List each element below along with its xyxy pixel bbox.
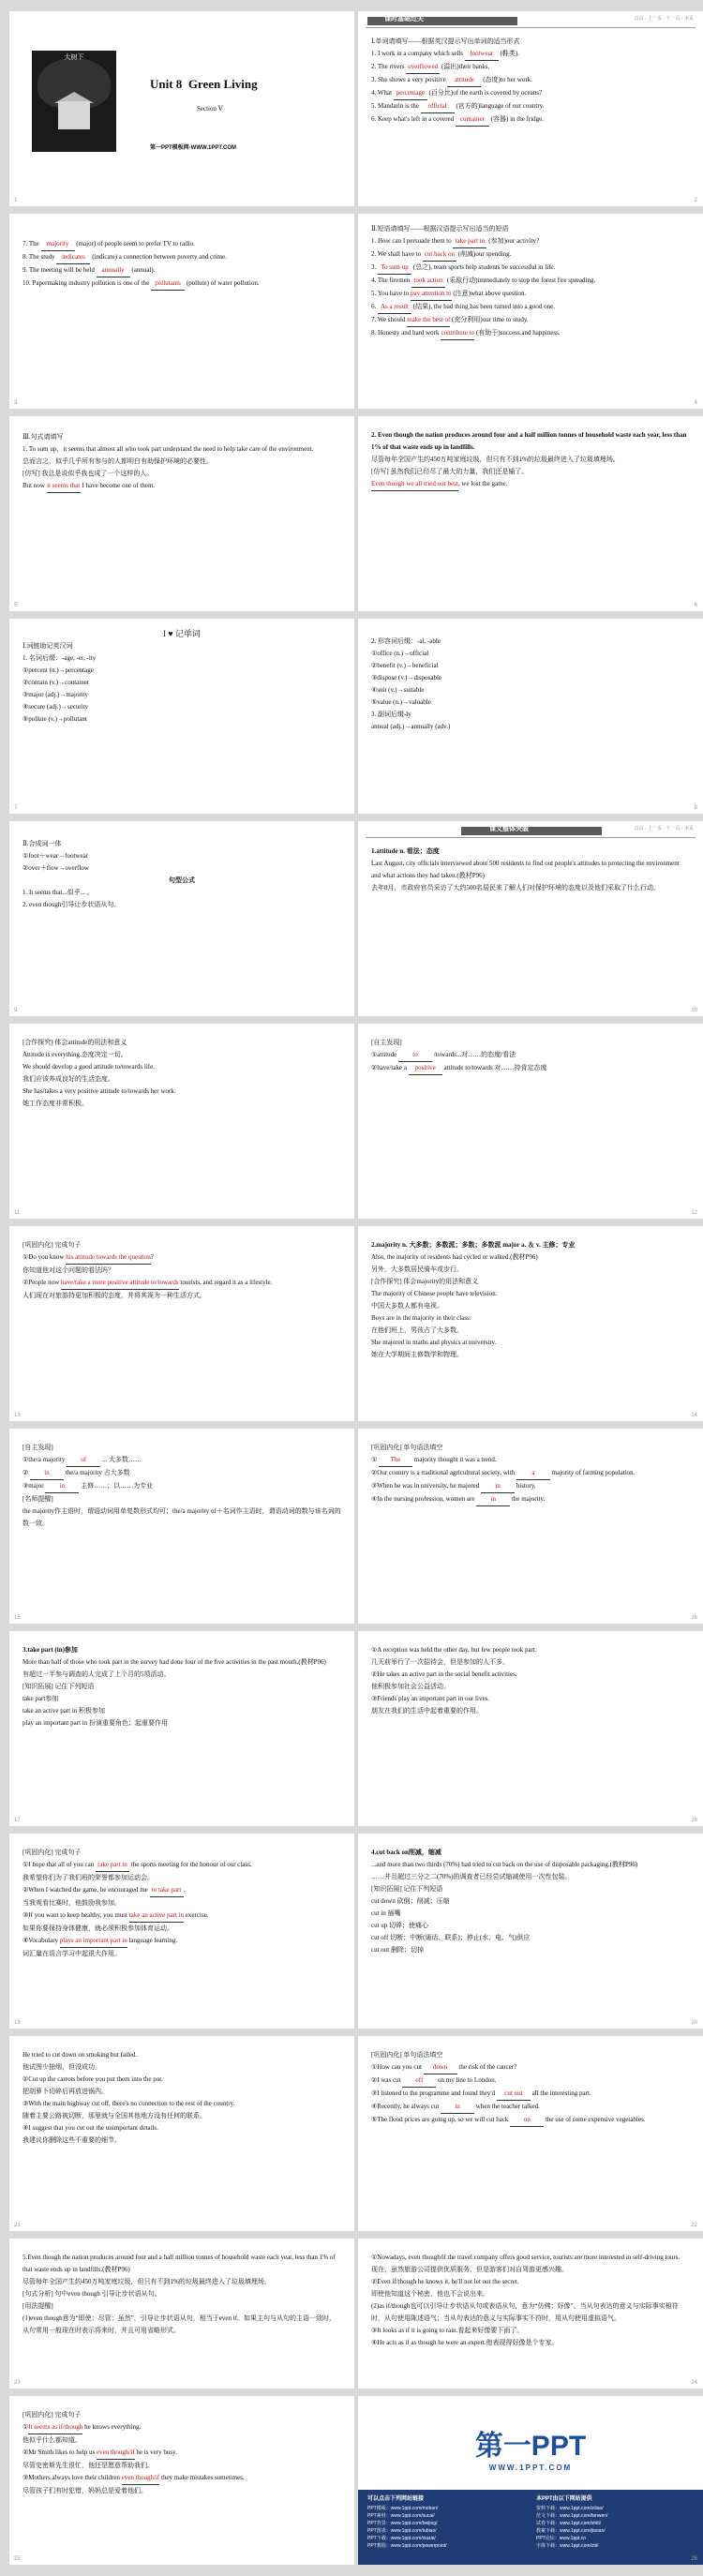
text-line: 3. 副词后缀-ly — [371, 711, 411, 718]
text-line: 有超过一半参与调查的人完成了上个月的5项活动。 — [22, 1670, 171, 1678]
text-line: (2)as if/though也可以引导让步状语从句或表语从句，意为“仿佛；好像”。当从句表达的意义与实际事实相符时，从句使用陈述语气；当从句表达的意义与实际事实不符时，用从句使用虚拟语气。 — [371, 2302, 679, 2322]
text-line: cut down 砍倒；削减；压缩 — [371, 1897, 450, 1905]
exercise-line: 2. We shall have to cut back on (削减)our spending. — [371, 248, 690, 262]
slide-compound-words: Ⅱ.合成词一体 ①foot＋wear→footwear ②over＋flow→overflow 句型公式 1. It seems that...似乎... 。 2. even though引导让步状语从句。 9 — [9, 821, 354, 1016]
slide-even-though-practice: [巩固内化] 完成句子 ①It seems as if/though he knows everything. 他似乎什么都知道。 ②Mr Smith likes to help us even though/if he is very busy. 尽管史密斯先生很忙，他还是愿意帮助我们。 ③Mothers always love their children even though/if they make mistakes sometimes. 尽管孩子们有时犯错，妈妈总是爱着他们。 25 — [9, 2396, 354, 2565]
link-panel: 可以点击下列网站链接 本PPT由以下网站提供 PPT模板：www.1ppt.com/moban/ PPT素材：www.1ppt.com/sucai/ PPT背景：www.1ppt.com/beijing/ PPT图表：www.1ppt.com/tubiao/ PPT下载：www.1ppt.com/xiazai/ PPT教程：www.1ppt.com/powerpoint/ 资料下载：www.1ppt.com/ziliao/ 范文下载：www.1ppt.com/fanwen/ 试卷下载：www.1ppt.com/shiti/ 教案下载：www.1ppt.com/jiaoan/ PPT论坛：www.1ppt.cn 字体下载：www.1ppt.com/ziti/ — [358, 2490, 703, 2565]
exercise-line: 8. The study indicates (indicate) a connection between poverty and crime. — [22, 251, 341, 264]
answer-blank[interactable]: As a result — [378, 301, 411, 314]
slide-even-though-examples: ①Nowadays, even though/if the travel company offers good service, tourists are more interested in self-driving tours. 现在，虽然旅游公司提供优质服务，但是游客们对自驾游更感兴趣。 ②Even if/though he knows it, he'll not let out the secret. 即使他知道这个秘密，他也不会说出来。 (2)as if/though也可以引导让步状语从句或表语从句，意为“仿佛；好像”。当从句表达的意义与实际事实相符时，从句使用陈述语气；当从句表达的意义与实际事实不符时，用从句使用虚拟语气。 ③It looks as if it is going to rain.看起来好像要下雨了。 ④He acts as if as though he were an expert.他表现得好像是个专家。 24 — [358, 2239, 703, 2389]
text-line: take part参加 — [22, 1695, 59, 1702]
unit-title: Unit 8 Green Living — [150, 77, 258, 91]
text-line: 1. 名词后缀：-age, -er, -ity — [22, 654, 97, 662]
answer-blank[interactable]: percentage — [394, 87, 427, 100]
exercise-line: 3. To sum up (总之), team sports help students be successful in life. — [371, 262, 690, 275]
text-line: PPT背景：www.1ppt.com/beijing/ — [367, 2521, 438, 2526]
exercise-line: 2. The rivers overflowed (溢出)their banks. — [371, 61, 690, 74]
text-line: ④I suggest that you cut out the unimportant details. — [22, 2124, 158, 2132]
text-line: Also, the majority of residents had cycled or walked.(教材P96) — [371, 1253, 538, 1261]
slide-vocab-suffix: 2. 形容词后缀：-al, -able ①office (n.)→official ②benefit (v.)→beneficial ③dispose (v.)→disposable ④suit (v.)→suitable ⑤value (n.)→valuable 3. 副词后缀-ly annual (adj.)→annually (adv.) 8 — [358, 619, 703, 814]
text-line: Attitude is everything.态度决定一切。 — [22, 1051, 127, 1058]
slide-take-part: 3.take part (in)参加 More than half of those who took part in the survey had done four of the five activities in the past month.(教材P96) 有超过一半参与调查的人完成了上个月的5项活动。 [知识拓展] 记住下列短语 take part参加 take an active part in 积极参加 play an important part in 扮演重要角色；起重要作用 17 — [9, 1631, 354, 1826]
text-line: 在他们班上，男孩占了大多数。 — [371, 1326, 463, 1334]
text-line: PPT素材：www.1ppt.com/sucai/ — [367, 2513, 435, 2519]
answer-blank[interactable]: indicates — [56, 251, 90, 264]
text-line: ④secure (adj.)→security — [22, 703, 89, 711]
text-line: 他积极参加社会公益活动。 — [371, 1683, 450, 1690]
answer-blank[interactable]: pollutants — [151, 277, 185, 291]
text-line: PPT模板：www.1ppt.com/moban/ — [367, 2506, 439, 2511]
slide-take-part-practice: [巩固内化] 完成句子 ①I hope that all of you can take part in the sports meeting for the honour of our class. 我希望你们为了我们班的荣誉都参加运动会。 ②When I watched the game, he encouraged me to take part . 当我观看比赛时，他鼓励我参加。 ③If you want to keep healthy, you must take an active part in exercise. 如果你要保持身体健康，就必须积极参加体育运动。 ④Vocabulary plays an important part in language learning. 词汇量在语言学习中起很大作用。 19 — [9, 1834, 354, 2029]
text-line: 他试图少抽烟，但没成功。 — [22, 2063, 101, 2071]
text-line: PPT论坛：www.1ppt.cn — [536, 2536, 587, 2541]
exercise-line: 6. As a result (结果), the bad thing has been turned into a good one. — [371, 301, 690, 314]
text-line: 朋友在我们的生活中起着重要的作用。 — [371, 1707, 483, 1715]
text-line: ②He takes an active part in the social benefit activities. — [371, 1670, 517, 1678]
text-line: 几天前举行了一次招待会，但是参加的人不多。 — [371, 1658, 509, 1666]
text-line: More than half of those who took part in the survey had done four of the five activities in the past month.(教材P96) — [22, 1658, 326, 1666]
slide-cover — [9, 11, 354, 206]
text-line: cut off 切断；中断(通话、联系)；停止(水、电、气)供应 — [371, 1934, 531, 1941]
text-line: 另外，大多数居民骑车或步行。 — [371, 1266, 463, 1273]
exercise-line: 4. What percentage (百分比)of the earth is covered by oceans? — [371, 87, 690, 100]
text-line: ③It looks as if it is going to rain.看起来好像要下雨了。 — [371, 2327, 524, 2334]
text-line: 随着主要公路被切断，那里就与全国其他地方没有任何的联系。 — [22, 2112, 206, 2119]
text-line: ④suit (v.)→suitable — [371, 686, 425, 694]
exercise-line: 6. Keep what's left in a covered container (容器) in the fridge. — [371, 113, 690, 127]
header-title: 课时基础过关 — [384, 16, 424, 22]
text-line: ②contain (v.)→container — [22, 679, 90, 686]
text-line: 中国大多数人都有电视。 — [371, 1302, 443, 1310]
text-line: PPT图表：www.1ppt.com/tubiao/ — [367, 2528, 437, 2534]
slide-word-fill-cont: 7. The majority (major) of people seem to prefer TV to radio. 8. The study indicates (indicate) a connection between poverty and crime. 9. The meeting will be held annually (annual). 10. Papermaking industry pollution is one of the pollutants (pollute) of water pollution. 3 — [9, 214, 354, 409]
text-line: cut in 插嘴 — [371, 1910, 401, 1917]
text-line: ①office (n.)→official — [371, 650, 429, 657]
nav-links[interactable]: 首页 · 上一页 · 下一页 · 末页 — [634, 16, 694, 22]
text-line: ②benefit (v.)→beneficial — [371, 662, 439, 669]
answer-blank[interactable]: container — [456, 113, 489, 127]
text-line: 字体下载：www.1ppt.com/ziti/ — [536, 2543, 599, 2549]
text-line: 现在，虽然旅游公司提供优质服务，但是游客们对自驾游更感兴趣。 — [371, 2266, 568, 2273]
text-line: cut up 切碎；使痛心 — [371, 1922, 429, 1929]
text-line: play an important part in 扮演重要角色；起重要作用 — [22, 1719, 168, 1727]
answer-blank[interactable]: pay attention to — [411, 288, 452, 301]
slide-vocab-memory: I ♥ 记单词 Ⅰ.词链助记英汉词 1. 名词后缀：-age, -er, -ity ①percent (n.)→percentage ②contain (v.)→container ③major (adj.)→majority ④secure (adj.)→security ⑤pollute (v.)→pollutant 7 — [9, 619, 354, 814]
exercise-line: 3. She shows a very positive attitude (态度)to her work. — [371, 74, 690, 87]
slide-majority: 2.majority n. 大多数；多数派；多数；多数派 major a. ＆ v. 主修；专业 Also, the majority of residents had cycled or walked.(教材P96) 另外，大多数居民骑车或步行。 [合作探究] 体会majority的用法和意义 The majority of Chinese people have television. 中国大多数人都有电视。 Boys are in the majority in their class. 在他们班上，男孩占了大多数。 She majored in maths and physics at university. 她在大学期间主修数学和物理。 14 — [358, 1226, 703, 1421]
text-line: [知识拓展] 记住下列短语 — [22, 1683, 95, 1690]
answer-blank[interactable]: attitude — [447, 74, 481, 87]
text-line: ……并且超过三分之二(70%)的调查者已经尝试缩减使用一次性包装。 — [371, 1873, 572, 1880]
text-line: [用法提醒] — [22, 2302, 53, 2310]
slide-brand: 第一PPT WWW.1PPT.COM 可以点击下列网站链接 本PPT由以下网站提供 PPT模板：www.1ppt.com/moban/ PPT素材：www.1ppt.com/sucai/ PPT背景：www.1ppt.com/beijing/ PPT图表：www.1ppt.com/tubiao/ PPT下载：www.1ppt.com/xiazai/ PPT教程：www.1ppt.com/powerpoint/ 资料下载：www.1ppt.com/ziliao/ 范文下载：www.1ppt.com/fanwen/ 试卷下载：www.1ppt.com/shiti/ 教案下载：www.1ppt.com/jiaoan/ PPT论坛：www.1ppt.cn 字体下载：www.1ppt.com/ziti/ 26 — [358, 2396, 703, 2565]
text-line: 她在大学期间主修数学和物理。 — [371, 1351, 463, 1358]
slide-cut-back-on: 4.cut back on削减，缩减 ...and more than two thirds (70%) had tried to cut back on the use of disposable packaging.(教材P96) ……并且超过三分之二(70%)的调查者已经尝试缩减使用一次性包装。 [知识拓展] 记住下列短语 cut down 砍倒；削减；压缩 cut in 插嘴 cut up 切碎；使痛心 cut off 切断；中断(通话、联系)；停止(水、电、气)供应 cut out 删除；切掉 20 — [358, 1834, 703, 2029]
text-line: cut out 删除；切掉 — [371, 1946, 424, 1954]
text-line: The majority of Chinese people have television. — [371, 1290, 498, 1297]
exercise-line: 7. The majority (major) of people seem to prefer TV to radio. — [22, 238, 341, 251]
slide-attitude: 课文整体突破 首页 · 上一页 · 下一页 · 末页 1.attitude n. 看法；态度 Last August, city officials interviewed about 500 residents to find out people's attitudes to protecting the environment and what actions they had taken.(教材P96) 去年8月，市政府官员采访了大约500名居民来了解人们对保护环境的态度以及他们采取了什么行动。 10 — [358, 821, 703, 1016]
text-line: [句式分析] 句中even though 引导让步状语从句。 — [22, 2290, 161, 2298]
exercise-line: 7. We should make the best of (充分利用)our time to study. — [371, 314, 690, 327]
slide-even-though: 5.Even though the nation produces around four and a half million tonnes of household waste each year, less than 1% of that waste ends up in landfills.(教材P96) 尽管每年全国产生约450万吨家庭垃圾，但只有不到1%的垃圾最终进入了垃圾填埋场。 [句式分析] 句中even though 引导让步状语从句。 [用法提醒] (1)even though意为“即使；尽管；虽然”，引导让步状语从句，相当于even if。如果主句与从句的主语一致时，从句常用一般现在时表示将来时，并且可用省略形式。 23 — [9, 2239, 354, 2389]
text-line: ⑤pollute (v.)→pollutant — [22, 715, 87, 723]
slide-attitude-explore: [合作探究] 体会attitude的用法和意义 Attitude is everything.态度决定一切。 We should develop a good attitude to/towards life. 我们应该养成良好的生活态度。 She has/takes a very positive attitude to/towards her work. 她工作态度非常积极。 11 — [9, 1024, 354, 1219]
text-line: ...and more than two thirds (70%) had tried to cut back on the use of disposable packaging.(教材P96) — [371, 1861, 638, 1868]
answer-blank[interactable]: make the best of — [407, 314, 450, 327]
slide-attitude-discover: [自主发现] ①attitude to /towards...对……的态度/看法 ②have/take a positive attitude to/towards 对……持肯定态度 12 — [358, 1024, 703, 1219]
slide-sentence-fill: Ⅲ.句式请填写 1. To sum up，it seems that almost all who took part understand the need to help take care of the environment. 总而言之，似乎几乎所有参与的人都明白有助保护环境的必要性。 [仿写] 我总是说似乎我也成了一个这样的人。 But now it seems that I have become one of them. 5 — [9, 416, 354, 611]
text-line: She majored in maths and physics at university. — [371, 1339, 497, 1346]
brand-logo: 第一PPT WWW.1PPT.COM — [474, 2431, 587, 2472]
text-line: 她工作态度非常积极。 — [22, 1100, 88, 1107]
text-line: ①percent (n.)→percentage — [22, 666, 94, 674]
cover-tree-image: 大树下 — [32, 51, 116, 152]
text-line: 即使他知道这个秘密，他也不会说出来。 — [371, 2290, 489, 2298]
slide-word-fill: 课时基础过关 首页 · 上一页 · 下一页 · 末页 Ⅰ.单词请填写——根据英汉提示写出单词的适当形式 1. I work in a company which sells footwear (鞋类). 2. The rivers overflowed (溢出)their banks. 3. She shows a very positive attitude (态度)to her work. 4. What percentage (百分比)of the earth is covered by oceans? 5. Mandarin is the official (官方的)language of our country. 6. Keep what's left in a covered container (容器) in the fridge. 2 — [358, 11, 703, 206]
slide-majority-practice: [巩固内化] 单句语法填空 ① The majority thought it was a trend. ②Our country is a traditional agricultural society, with a majority of farming population. ③When he was in university, he majored in history. ④In the nursing profession, women are in the majority. 16 — [358, 1429, 703, 1624]
answer-blank[interactable]: overflowed — [406, 61, 440, 74]
text-line: 2. 形容词后缀：-al, -able — [371, 637, 441, 645]
site-label: 第一PPT模板网-WWW.1PPT.COM — [150, 145, 236, 151]
text-line: 试卷下载：www.1ppt.com/shiti/ — [536, 2521, 602, 2526]
answer-blank[interactable]: contribute to — [441, 327, 474, 340]
text-line: take an active part in 积极参加 — [22, 1707, 106, 1715]
exercise-line: 5. You have to pay attention to (注意)what above question. — [371, 288, 690, 301]
text-line: ③With the main highway cut off, there's no connection to the rest of the country. — [22, 2100, 235, 2107]
text-line: ①Nowadays, even though/if the travel company offers good service, tourists are more interested in self-driving tours. — [371, 2254, 681, 2261]
exercise-line: 1. How can I persuade them to take part in (参加)our activity? — [371, 235, 690, 248]
slide-attitude-practice: [巩固内化] 完成句子 ①Do you know his attitude towards the question? 你知道他对这个问题的看法吗？ ②People now have/take a more positive attitude to/towards tourists, and regard it as a lifestyle. 人们现在对旅游持更加积极的态度，并将其视为一种生活方式。 13 — [9, 1226, 354, 1421]
text-line: 我们应该养成良好的生活态度。 — [22, 1075, 114, 1083]
slide-majority-discover: [自主发现] ①the/a majority of ... 大多数…… ② in the/a majority 占大多数 ③major in 主修……；以……为专业 [名师提醒] the majority作主语时，谓语动词用单复数形式均可；the/a majority of＋名词作主语时，谓语动词的数与该名词的数一致。 15 — [9, 1429, 354, 1624]
slide-phrase-fill: Ⅱ.短语请填写——根据汉语提示写出适当的短语 1. How can I persuade them to take part in (参加)our activity? 2. We shall have to cut back on (削减)our spending. 3. To sum up (总之), team sports help students be successful in life. 4. The firemen took action (采取行动)immediately to stop the forest fire spreading. 5. You have to pay attention to (注意)what above question. 6. As a result (结果), the bad thing has been turned into a good one. 7. We should make the best of (充分利用)our time to study. 8. Honesty and hard work contribute to (有助于)success and happiness. 4 — [358, 214, 703, 409]
text-line: ③major (adj.)→majority — [22, 691, 89, 698]
slide-cut-examples: He tried to cut down on smoking but failed. 他试图少抽烟，但没成功。 ②Cut up the carrots before you put them into the pot. 把胡萝卜切碎后再放进锅内。 ③With the main highway cut off, there's no connection to the rest of the country. 随着主要公路被切断，那里就与全国其他地方没有任何的联系。 ④I suggest that you cut out the unimportant details. 我建议你删除这些不重要的细节。 21 — [9, 2036, 354, 2231]
text-line: 5.Even though the nation produces around four and a half million tonnes of household waste each year, less than 1% of that waste ends up in landfills.(教材P96) — [22, 2254, 336, 2273]
text-line: 尽管每年全国产生约450万吨家庭垃圾，但只有不到1%的垃圾最终进入了垃圾填埋场。 — [22, 2278, 271, 2285]
exercise-line: 4. The firemen took action (采取行动)immediately to stop the forest fire spreading. — [371, 275, 690, 288]
text-line: Boys are in the majority in their class. — [371, 1314, 471, 1322]
heart-icon: I ♥ — [163, 629, 173, 638]
slide-sentence-fill-2: 2. Even though the nation produces around four and a half million tonnes of household waste each year, less than 1% of that waste ends up in landfills. 尽管每年全国产生约450万吨家庭垃圾，但只有不到1%的垃圾最终进入了垃圾填埋场。 [仿写] 虽然我们已经尽了最大的力量，我们还是输了。 Even though we all tried our best, we lost the game. 6 — [358, 416, 703, 611]
section-heading: Ⅰ.单词请填写——根据英汉提示写出单词的适当形式 — [371, 37, 520, 45]
answer-blank[interactable]: annually — [97, 264, 130, 277]
slide-cut-practice: [巩固内化] 单句语法填空 ①How can you cut down the risk of the cancer? ②I was cut off on my line to London. ③I listened to the programme and found they'd cut out all the interesting part. ④Recently, he always cut in when the teacher talked. ⑤The flood prices are going up, so we will cut back on the use of some expensive vegetables. 22 — [358, 2036, 703, 2231]
text-line: He tried to cut down on smoking but failed. — [22, 2051, 138, 2059]
text-line: ①A reception was held the other day, but few people took part. — [371, 1646, 537, 1654]
text-line: ③dispose (v.)→disposable — [371, 674, 442, 681]
section-heading: Ⅱ.短语请填写——根据汉语提示写出适当的短语 — [371, 225, 509, 232]
slide-take-part-examples: ①A reception was held the other day, but few people took part. 几天前举行了一次招待会，但是参加的人不多。 ②He takes an active part in the social benefit activities. 他积极参加社会公益活动。 ③Friends play an important part in our lives. 朋友在我们的生活中起着重要的作用。 18 — [358, 1631, 703, 1826]
answer-blank[interactable]: footwear — [465, 48, 499, 61]
exercise-line: 5. Mandarin is the official (官方的)language of our country. — [371, 100, 690, 113]
answer-blank[interactable]: majority — [41, 238, 75, 251]
answer-blank[interactable]: To sum up — [378, 262, 411, 275]
exercise-line: 1. I work in a company which sells footwear (鞋类). — [371, 48, 690, 61]
text-line: 资料下载：www.1ppt.com/ziliao/ — [536, 2506, 604, 2511]
text-line: ③Friends play an important part in our lives. — [371, 1695, 490, 1702]
text-line: 范文下载：www.1ppt.com/fanwen/ — [536, 2513, 608, 2519]
exercise-line: 10. Papermaking industry pollution is one of the pollutants (pollute) of water pollution. — [22, 277, 341, 291]
text-line: [知识拓展] 记住下列短语 — [371, 1885, 443, 1893]
text-line: [合作探究] 体会majority的用法和意义 — [371, 1278, 479, 1285]
text-line: 教案下载：www.1ppt.com/jiaoan/ — [536, 2528, 606, 2534]
text-line: PPT教程：www.1ppt.com/powerpoint/ — [367, 2543, 447, 2549]
text-line: ②Cut up the carrots before you put them into the pot. — [22, 2075, 163, 2083]
text-line: 我建议你删除这些不重要的细节。 — [22, 2136, 121, 2144]
answer-blank[interactable]: take part in — [453, 235, 486, 248]
section-label: Section Ⅴ — [197, 105, 223, 112]
answer-blank[interactable]: cut back on — [423, 248, 456, 262]
text-line: annual (adj.)→annually (adv.) — [371, 723, 451, 730]
text-line: ②Even if/though he knows it, he'll not let out the secret. — [371, 2278, 519, 2285]
text-line: (1)even though意为“即使；尽管；虽然”，引导让步状语从句，相当于even if。如果主句与从句的主语一致时，从句常用一般现在时表示将来时，并且可用省略形式。 — [22, 2314, 337, 2334]
answer-blank[interactable]: official — [421, 100, 455, 113]
exercise-line: 9. The meeting will be held annually (annual). — [22, 264, 341, 277]
text-line: ⑤value (n.)→valuable — [371, 698, 431, 706]
page-number: 1 — [14, 198, 18, 203]
text-line: PPT下载：www.1ppt.com/xiazai/ — [367, 2536, 436, 2541]
exercise-line: 8. Honesty and hard work contribute to (有助于)success and happiness. — [371, 327, 690, 340]
text-line: ④He acts as if as though he were an expert.他表现得好像是个专家。 — [371, 2339, 559, 2346]
text-line: We should develop a good attitude to/towards life. — [22, 1063, 155, 1071]
answer-blank[interactable]: took action — [411, 275, 445, 288]
text-line: She has/takes a very positive attitude to/towards her work. — [22, 1087, 176, 1095]
text-line: 把胡萝卜切碎后再放进锅内。 — [22, 2088, 108, 2095]
